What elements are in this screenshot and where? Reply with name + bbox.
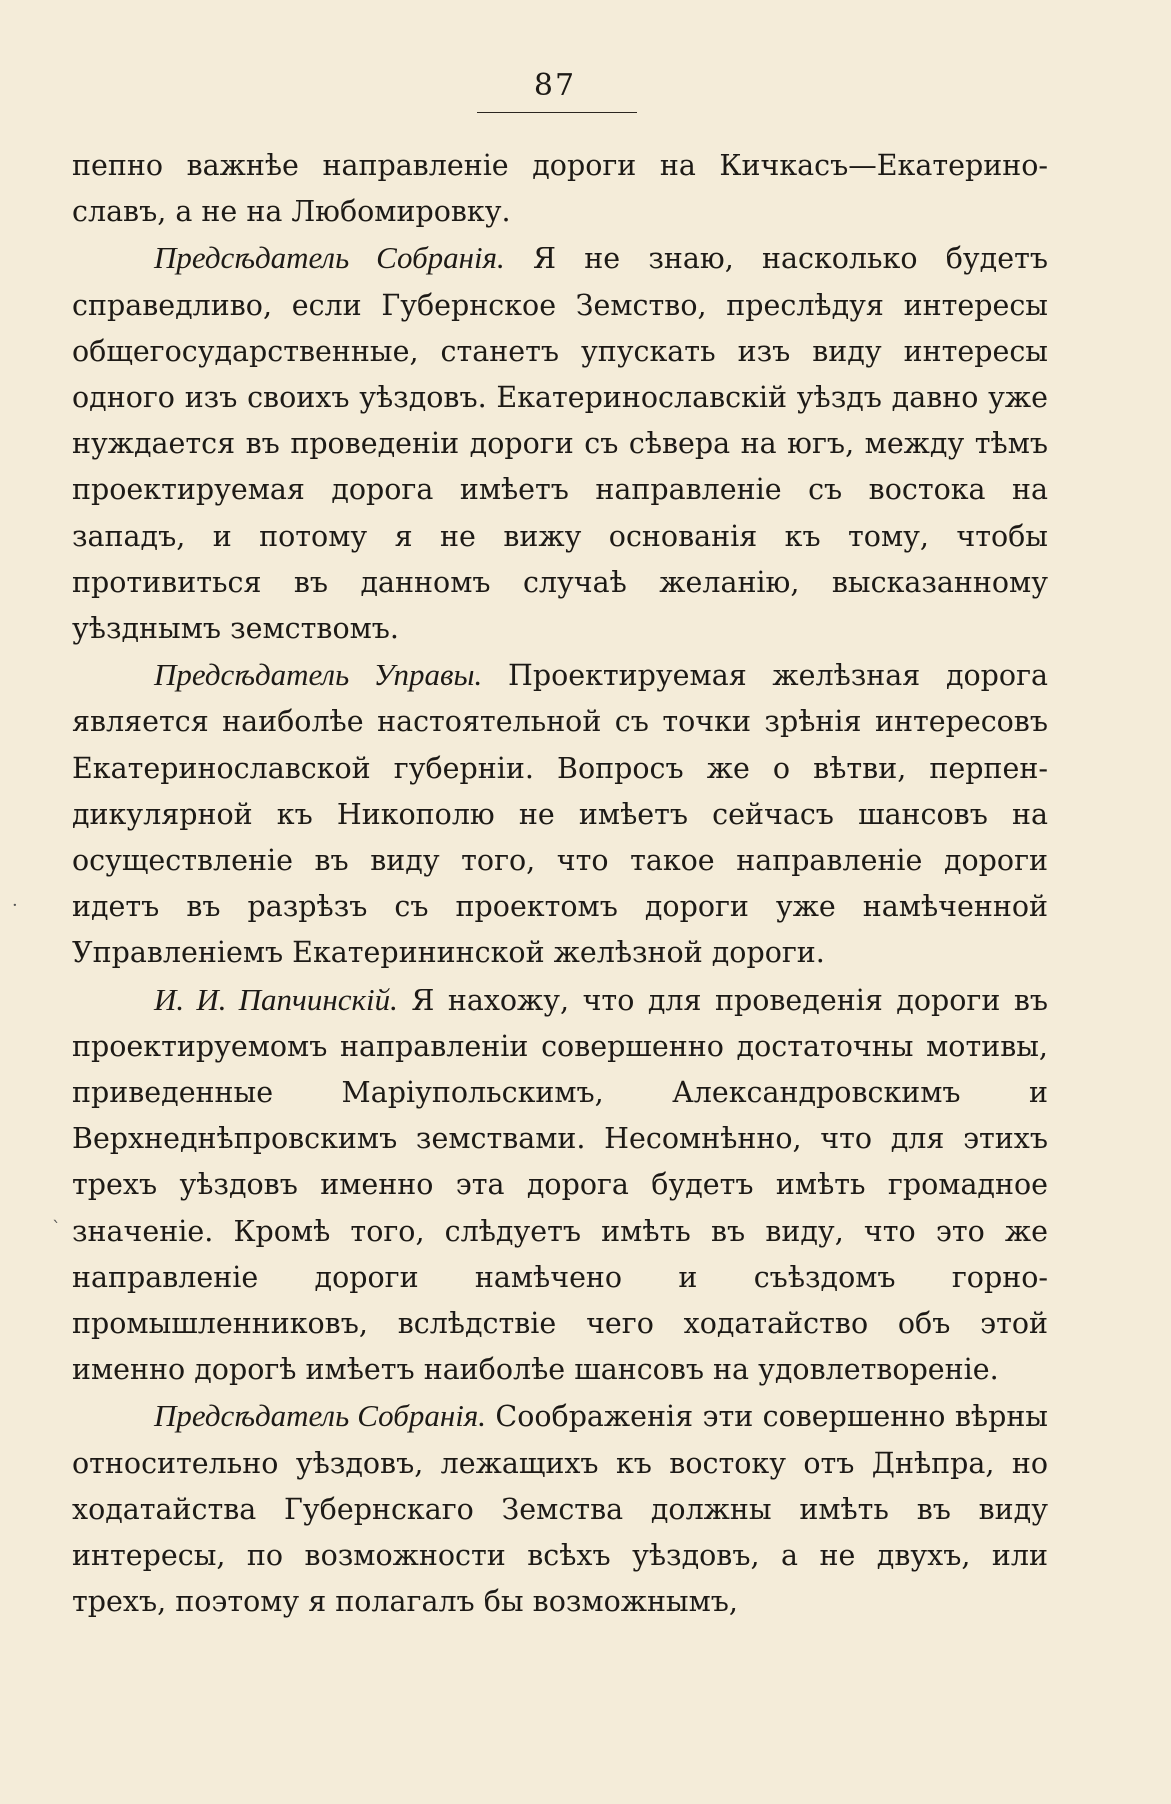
- speaker-name: Предсѣдатель Управы.: [154, 657, 483, 693]
- paragraph-text: Проектируемая желѣзная дорога является наиболѣе настоятельной съ точки зрѣнія интересовъ Екатеринославской губерніи. Вопросъ же о вѣтви, перпендикулярной къ Никополю не имѣетъ сейчасъ шансовъ на осуществленіе въ виду того, что такое направленіе дороги идетъ въ разрѣзъ съ проектомъ дороги уже намѣченной Управленіемъ Екатерининской желѣзной дороги.: [72, 659, 1048, 970]
- page-number: 87: [533, 68, 577, 103]
- paragraph: [72, 652, 1048, 976]
- margin-speck: ·: [12, 895, 18, 916]
- paragraph: [72, 143, 1048, 235]
- speaker-name: Предсѣдатель Собранія.: [154, 240, 505, 276]
- paragraph: [72, 977, 1048, 1394]
- paragraph: [72, 235, 1048, 652]
- speaker-name: Предсѣдатель Собранія.: [154, 1398, 486, 1434]
- paragraph-text: Я нахожу, что для проведенія дороги въ проектируемомъ направленіи совершенно достаточны мотивы, приведенные Маріупольскимъ, Александровскимъ и Верхнеднѣпровскимъ земствами. Несомнѣнно, что для этихъ трехъ уѣздовъ именно эта дорога будетъ имѣть громадное значеніе. Кромѣ того, слѣдуетъ имѣть въ виду, что это же направленіе дороги намѣчено и съѣздомъ горнопромышленниковъ, вслѣдствіе чего ходатайство объ этой именно дорогѣ имѣетъ наиболѣе шансовъ на удовлетвореніе.: [72, 983, 1049, 1387]
- paragraph-text: Я не знаю, насколько будетъ справедливо, если Губернское Земство, преслѣдуя интересы общегосударственные, станетъ упускать изъ виду интересы одного изъ своихъ уѣздовъ. Екатеринославскій уѣздъ давно уже нуждается въ проведеніи дороги съ сѣвера на югъ, между тѣмъ проектируемая дорога имѣетъ направленіе съ востока на западъ, и потому я не вижу основанія къ тому, чтобы противиться въ данномъ случаѣ желанію, высказанному уѣзднымъ земствомъ.: [72, 242, 1048, 646]
- speaker-name: И. И. Папчинскій.: [154, 981, 398, 1017]
- paragraph-text: пепно важнѣе направленіе дороги на Кичкасъ—Екатеринославъ, а не на Любомировку.: [72, 149, 1048, 229]
- body-text: [72, 143, 1048, 1626]
- header-rule: [477, 112, 637, 113]
- margin-speck: ˋ: [52, 1218, 61, 1239]
- paragraph: [72, 1393, 1048, 1625]
- paragraph-text: Соображенія эти совершенно вѣрны относительно уѣздовъ, лежащихъ къ востоку отъ Днѣпра, но ходатайства Губернскаго Земства должны имѣть въ виду интересы, по возможности всѣхъ уѣздовъ, а не двухъ, или трехъ, поэтому я полагалъ бы возможнымъ,: [72, 1400, 1048, 1619]
